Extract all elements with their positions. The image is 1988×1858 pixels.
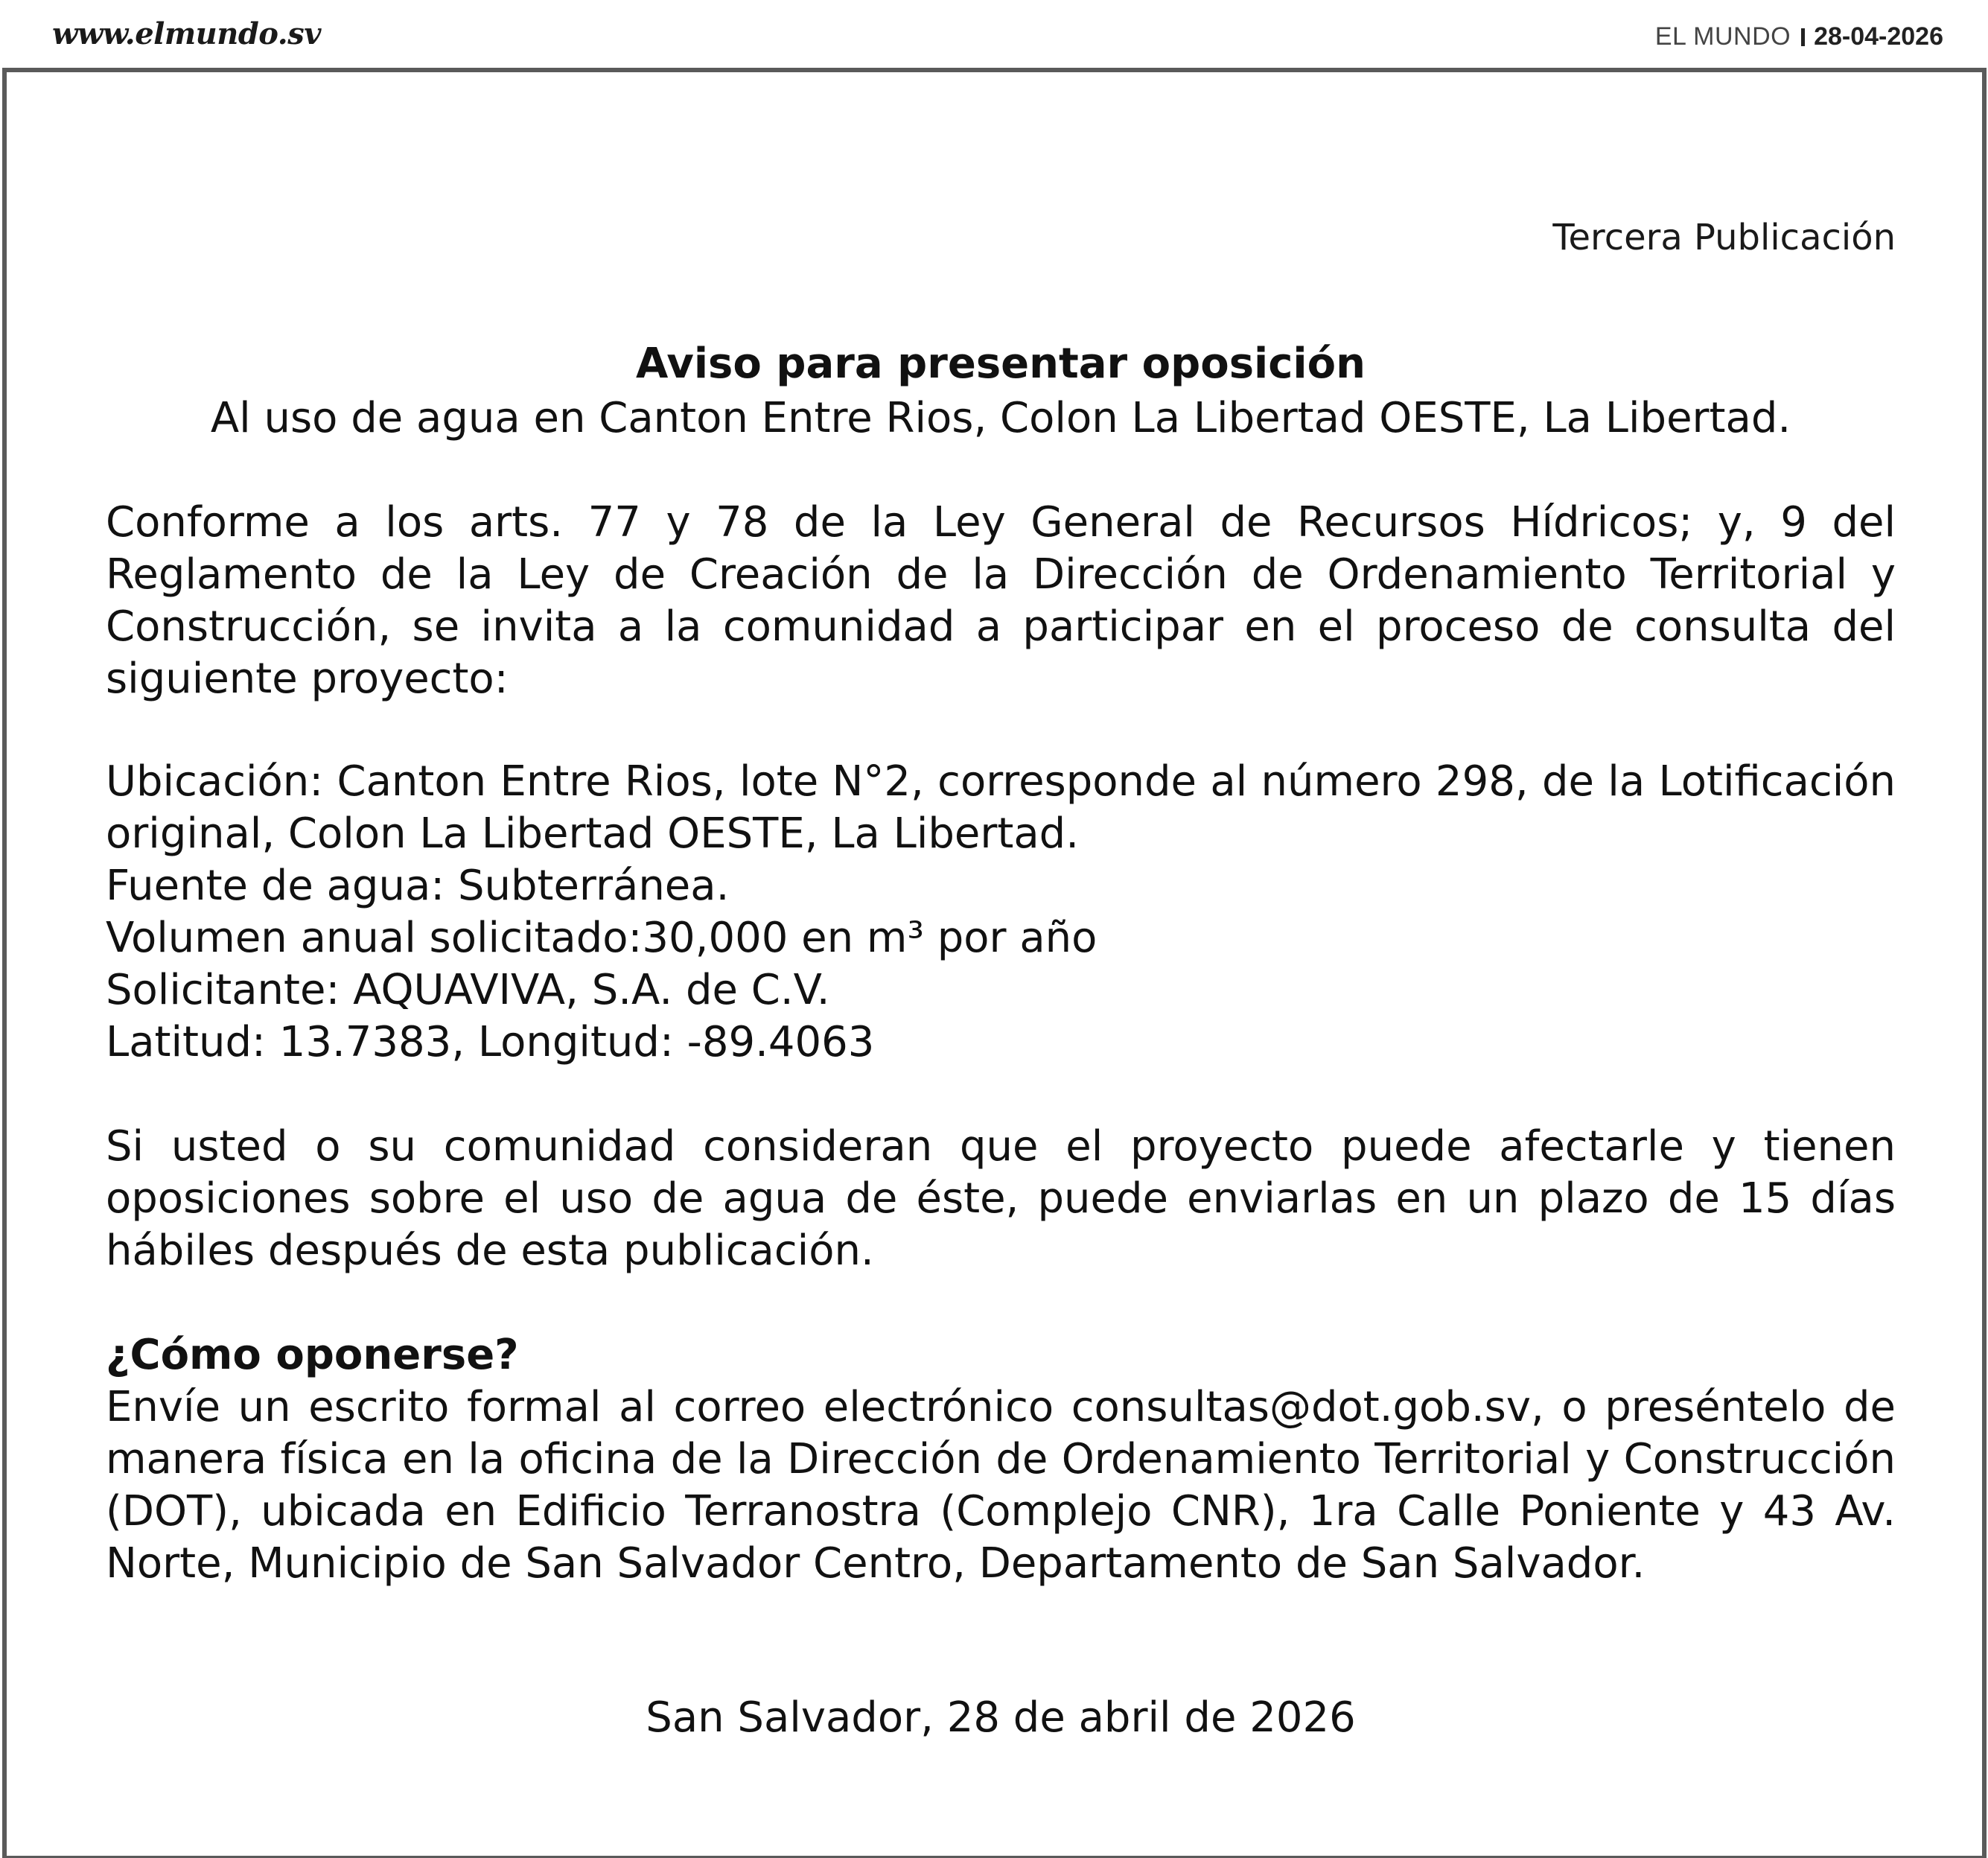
publication-date: 28-04-2026 — [1814, 22, 1943, 51]
notice-frame — [2, 68, 1987, 1858]
how-to-oppose-heading: ¿Cómo oponerse? — [106, 1331, 519, 1379]
site-url[interactable]: www.elmundo.sv — [52, 16, 321, 51]
how-to-oppose-paragraph: Envíe un escrito formal al correo electrónico consultas@dot.gob.sv, o preséntelo de manera física en la oficina de la Dirección de Ordenamiento Territorial y Construcción (DOT), ubicada en Edificio Terranostra (Complejo CNR), 1ra Calle Poniente y 43 Av. Norte, Municipio de San Salvador Centro, Departamento de San Salvador. — [106, 1383, 1896, 1588]
project-details — [106, 756, 1896, 1069]
intro-paragraph: Conforme a los arts. 77 y 78 de la Ley General de Recursos Hídricos; y, 9 del Reglamento de la Ley de Creación de la Dirección de Ordenamiento Territorial y Construcción, se invita a la comunidad a participar en el proceso de consulta del siguiente proyecto: — [106, 498, 1896, 703]
paper-info — [1655, 22, 1943, 51]
notice-title: Aviso para presentar oposición — [636, 340, 1366, 388]
location-line: Ubicación: Canton Entre Rios, lote N°2, corresponde al número 298, de la Lotificación original, Colon La Libertad OESTE, La Libertad. — [106, 757, 1896, 858]
water-source-line: Fuente de agua: Subterránea. — [106, 862, 730, 910]
paper-name: EL MUNDO — [1654, 22, 1791, 51]
notice-subtitle: Al uso de agua en Canton Entre Rios, Colon La Libertad OESTE, La Libertad. — [210, 394, 1791, 442]
separator — [1801, 28, 1805, 46]
applicant-line: Solicitante: AQUAVIVA, S.A. de C.V. — [106, 966, 830, 1014]
volume-line: Volumen anual solicitado:30,000 en m³ por año — [106, 914, 1097, 962]
publication-label: Tercera Publicación — [1552, 217, 1896, 258]
coordinates-line: Latitud: 13.7383, Longitud: -89.4063 — [106, 1018, 875, 1066]
closing-date-line: San Salvador, 28 de abril de 2026 — [646, 1693, 1356, 1742]
opposition-paragraph: Si usted o su comunidad consideran que el proyecto puede afectarle y tienen oposiciones sobre el uso de agua de éste, puede enviarlas en un plazo de 15 días hábiles después de esta publicación. — [106, 1122, 1896, 1275]
masthead — [0, 0, 1988, 71]
